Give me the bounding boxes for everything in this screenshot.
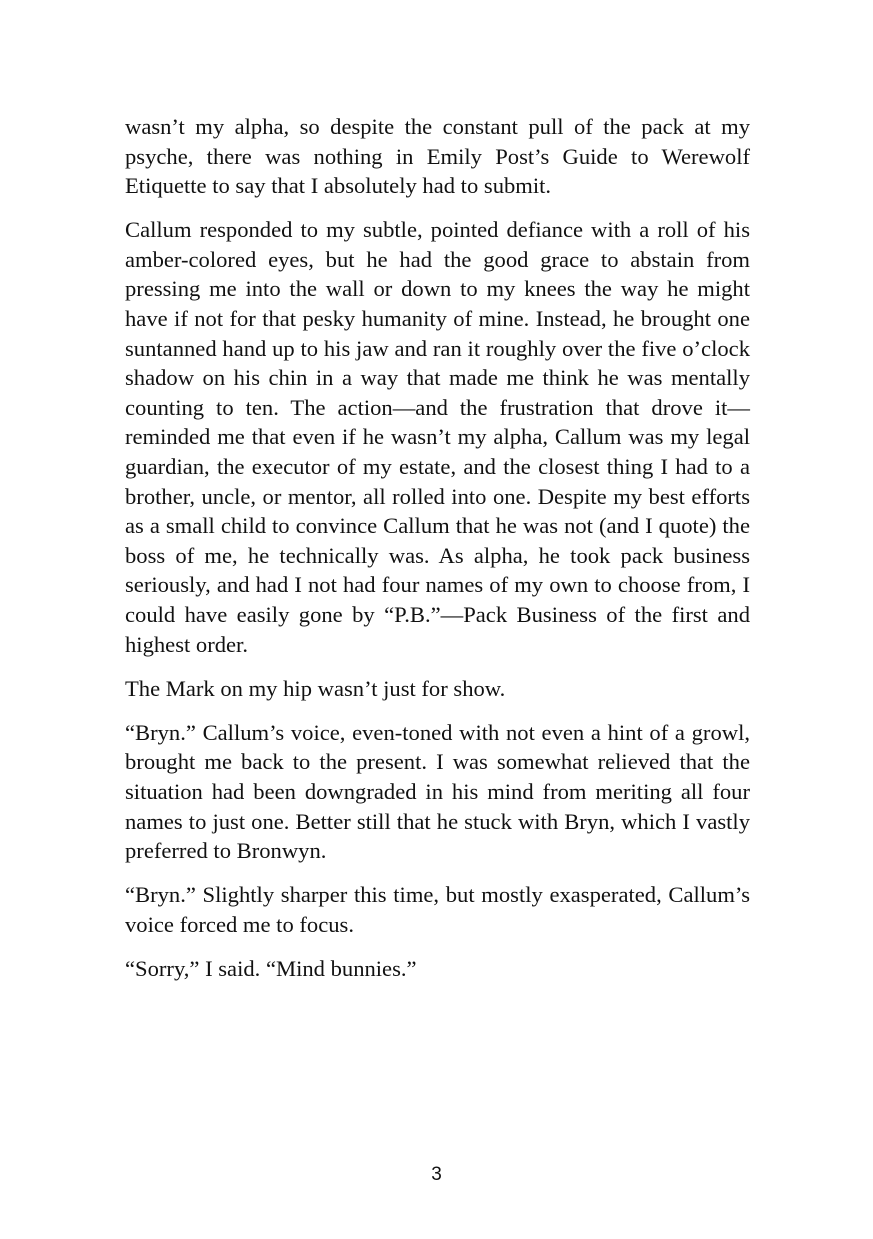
paragraph: “Bryn.” Slightly sharper this time, but mostly exasperated, Callum’s voice forced me to focus. bbox=[125, 882, 750, 937]
paragraph: “Bryn.” Callum’s voice, even-toned with not even a hint of a growl, brought me back to the present. I was somewhat relieved that the situation had been downgraded in his mind from meriting all four names to just one. Better still that he stuck with Bryn, which I vastly preferred to Bronwyn. bbox=[125, 719, 750, 864]
paragraph: wasn’t my alpha, so despite the constant pull of the pack at my psyche, there was nothing in Emily Post’s Guide to Werewolf Etiquette to say that I absolutely had to submit. bbox=[125, 114, 750, 199]
page-number: 3 bbox=[431, 1164, 442, 1185]
paragraph: Callum responded to my subtle, pointed defiance with a roll of his amber-colored eyes, but he had the good grace to abstain from pressing me into the wall or down to my knees the way he might have if not for that pesky humanity of mine. Instead, he brought one suntanned hand up to his jaw and ran it roughly over the five o’clock shadow on his chin in a way that made me think he was mentally counting to ten. The action—and the frustration that drove it—reminded me that even if he wasn’t my alpha, Callum was my legal guardian, the executor of my estate, and the closest thing I had to a brother, uncle, or mentor, all rolled into one. Despite my best efforts as a small child to convince Callum that he was not (and I quote) the boss of me, he technically was. As alpha, he took pack business seriously, and had I not had four names of my own to choose from, I could have easily gone by “P.B.”—Pack Business of the first and highest order. bbox=[125, 217, 750, 657]
paragraph: The Mark on my hip wasn’t just for show. bbox=[125, 675, 506, 701]
body-text bbox=[125, 112, 750, 998]
paragraph: “Sorry,” I said. “Mind bunnies.” bbox=[125, 955, 417, 981]
